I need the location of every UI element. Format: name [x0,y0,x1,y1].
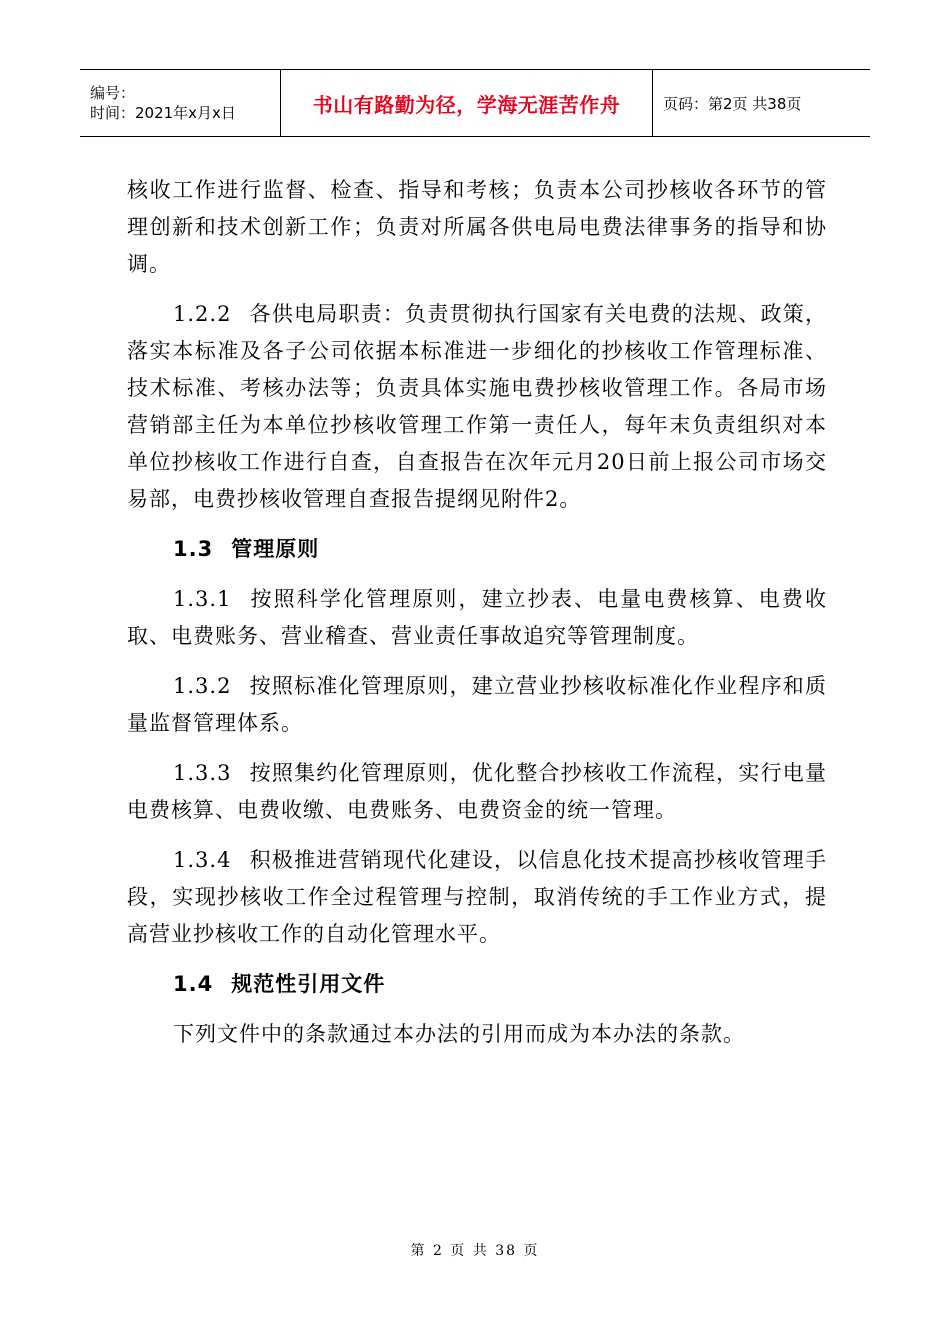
clause-text: 积极推进营销现代化建设，以信息化技术提高抄核收管理手段，实现抄核收工作全过程管理与控制，取消传统的手工作业方式，提高营业抄核收工作的自动化管理水平。 [127,848,827,946]
paragraph-1-3-4 [127,842,827,953]
page-footer: 第 2 页 共 38 页 [410,1243,540,1259]
header-meta-cell [80,70,281,136]
clause-number: 1.3.2 [173,674,232,698]
clause-text: 按照标准化管理原则，建立营业抄核收标准化作业程序和质量监督管理体系。 [127,674,827,735]
section-number: 1.3 [173,537,214,561]
paragraph-1-2-2 [127,296,827,518]
clause-number: 1.3.1 [173,587,232,611]
paragraph-1-3-1 [127,581,827,655]
clause-text: 按照集约化管理原则，优化整合抄核收工作流程，实行电量电费核算、电费收缴、电费账务、电费资金的统一管理。 [127,761,827,822]
document-number-label: 编号： [90,84,136,102]
clause-number: 1.3.4 [173,848,232,872]
section-heading-1-3 [127,531,827,568]
paragraph-1-4: 下列文件中的条款通过本办法的引用而成为本办法的条款。 [173,1022,745,1046]
clause-number: 1.2.2 [173,302,232,326]
page-header [80,69,870,137]
clause-number: 1.3.3 [173,761,232,785]
section-title: 管理原则 [231,537,320,561]
paragraph-continuation: 核收工作进行监督、检查、指导和考核；负责本公司抄核收各环节的管理创新和技术创新工作；负责对所属各供电局电费法律事务的指导和协调。 [127,178,827,276]
header-motto-cell [281,70,653,136]
paragraph-1-3-2 [127,668,827,742]
clause-text: 按照科学化管理原则，建立抄表、电量电费核算、电费收取、电费账务、营业稽查、营业责任事故追究等管理制度。 [127,587,827,648]
paragraph-1-3-3 [127,755,827,829]
document-date: 时间：2021年x月x日 [90,104,236,122]
header-page-cell [653,70,870,136]
header-motto: 书山有路勤为径，学海无涯苦作舟 [312,92,621,117]
header-page-info: 页码：第2页 共38页 [663,94,802,113]
section-number: 1.4 [173,972,214,996]
clause-text: 各供电局职责：负责贯彻执行国家有关电费的法规、政策，落实本标准及各子公司依据本标准进一步细化的抄核收工作管理标准、技术标准、考核办法等；负责具体实施电费抄核收管理工作。各局市场营销部主任为本单位抄核收管理工作第一责任人，每年末负责组织对本单位抄核收工作进行自查，自查报告在次年元月20日前上报公司市场交易部，电费抄核收管理自查报告提纲见附件2。 [127,302,827,511]
document-body [127,172,827,1066]
section-title: 规范性引用文件 [231,972,386,996]
section-heading-1-4 [127,966,827,1003]
